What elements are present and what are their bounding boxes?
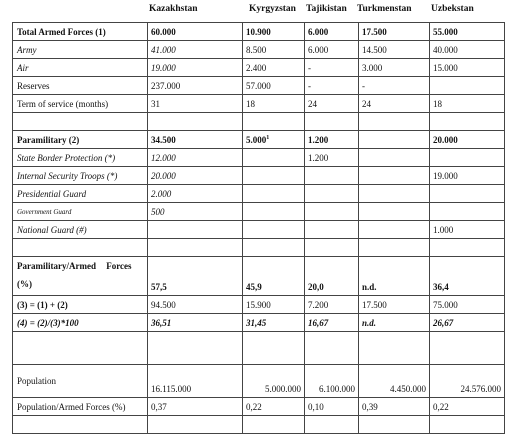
cell-value: 5.000 bbox=[246, 134, 267, 145]
table-cell bbox=[148, 59, 243, 77]
cell-value: 12.000 bbox=[151, 152, 176, 163]
table-cell bbox=[243, 167, 305, 185]
cell-value: 60.000 bbox=[151, 26, 176, 37]
table-cell bbox=[148, 221, 243, 239]
table-cell bbox=[243, 203, 305, 221]
table-cell bbox=[359, 221, 430, 239]
row-label bbox=[13, 314, 148, 332]
cell-value: 31,45 bbox=[246, 317, 267, 328]
table-cell bbox=[148, 77, 243, 95]
cell-value: 0,37 bbox=[151, 401, 167, 412]
table-cell bbox=[430, 314, 505, 332]
table-cell bbox=[359, 203, 430, 221]
cell-value: - bbox=[308, 62, 311, 73]
cell-value: 1.000 bbox=[433, 224, 454, 235]
table-cell bbox=[359, 95, 430, 113]
cell-value: - bbox=[362, 80, 365, 91]
table-cell bbox=[243, 365, 305, 398]
table-cell bbox=[148, 398, 243, 416]
cell-value: 0,22 bbox=[433, 401, 449, 412]
cell-value: 20.000 bbox=[151, 170, 176, 181]
table-cell bbox=[359, 332, 430, 365]
table-cell bbox=[359, 167, 430, 185]
table-row bbox=[13, 332, 505, 365]
row-label bbox=[13, 95, 148, 113]
cell-value: 36,4 bbox=[433, 282, 449, 292]
table-cell bbox=[243, 41, 305, 59]
row-label bbox=[13, 185, 148, 203]
cell-value: 41.000 bbox=[151, 44, 176, 55]
table-cell bbox=[430, 203, 505, 221]
table-cell bbox=[243, 131, 305, 149]
table-cell bbox=[305, 365, 359, 398]
row-label bbox=[13, 365, 148, 398]
table-cell bbox=[359, 416, 430, 434]
cell-value: 1.200 bbox=[308, 134, 329, 145]
table-cell bbox=[430, 185, 505, 203]
table-row bbox=[13, 314, 505, 332]
table-cell bbox=[305, 113, 359, 131]
table-cell bbox=[148, 41, 243, 59]
table-cell bbox=[305, 41, 359, 59]
table-cell bbox=[148, 314, 243, 332]
table-cell bbox=[430, 167, 505, 185]
table-cell bbox=[243, 257, 305, 296]
table-row bbox=[13, 95, 505, 113]
row-label-text: Air bbox=[17, 62, 29, 73]
footnote-marker: 1 bbox=[266, 134, 270, 141]
table-cell bbox=[243, 398, 305, 416]
header-kyrgyzstan: Kyrgyzstan bbox=[249, 4, 296, 14]
table-cell bbox=[243, 185, 305, 203]
cell-value: 14.500 bbox=[362, 44, 387, 55]
cell-value: 5.000.000 bbox=[265, 384, 301, 394]
table-cell bbox=[148, 185, 243, 203]
table-cell bbox=[243, 296, 305, 314]
table-cell bbox=[430, 332, 505, 365]
row-label bbox=[13, 239, 148, 257]
table-cell bbox=[359, 314, 430, 332]
row-label-text: Total Armed Forces (1) bbox=[17, 26, 106, 37]
table-cell bbox=[305, 314, 359, 332]
cell-value: 8.500 bbox=[246, 44, 267, 55]
cell-value: n.d. bbox=[362, 317, 377, 328]
table-cell bbox=[243, 221, 305, 239]
row-label bbox=[13, 131, 148, 149]
row-label bbox=[13, 203, 148, 221]
row-label-text: Reserves bbox=[17, 80, 50, 91]
table-row bbox=[13, 41, 505, 59]
row-label-text: (4) = (2)/(3)*100 bbox=[17, 317, 79, 328]
table-row bbox=[13, 398, 505, 416]
cell-value: 19.000 bbox=[433, 170, 458, 181]
table-cell bbox=[359, 185, 430, 203]
table-row bbox=[13, 185, 505, 203]
cell-value: 24.576.000 bbox=[460, 384, 501, 394]
cell-value: 17.500 bbox=[362, 299, 387, 310]
table-cell bbox=[430, 131, 505, 149]
cell-value: 4.450.000 bbox=[390, 384, 426, 394]
table-cell bbox=[430, 239, 505, 257]
table-cell bbox=[430, 416, 505, 434]
row-label bbox=[13, 77, 148, 95]
row-label-text: Presidential Guard bbox=[17, 188, 87, 199]
cell-value: 57.000 bbox=[246, 80, 271, 91]
table-cell bbox=[430, 398, 505, 416]
row-label bbox=[13, 296, 148, 314]
table-cell bbox=[243, 59, 305, 77]
table-row bbox=[13, 23, 505, 41]
table-cell bbox=[148, 23, 243, 41]
table-row bbox=[13, 239, 505, 257]
cell-value: 2.000 bbox=[151, 188, 172, 199]
table-cell bbox=[148, 332, 243, 365]
header-kazakhstan: Kazakhstan bbox=[149, 4, 198, 14]
header-turkmenstan: Turkmenstan bbox=[357, 4, 412, 14]
row-label bbox=[13, 149, 148, 167]
cell-value: 16,67 bbox=[308, 317, 329, 328]
table-cell bbox=[148, 95, 243, 113]
table-cell bbox=[148, 416, 243, 434]
header-uzbekstan: Uzbekstan bbox=[431, 4, 474, 14]
table-cell bbox=[148, 365, 243, 398]
table-cell bbox=[305, 149, 359, 167]
cell-value: 2.400 bbox=[246, 62, 267, 73]
table-cell bbox=[359, 239, 430, 257]
cell-value: 6.100.000 bbox=[319, 384, 355, 394]
row-label bbox=[13, 332, 148, 365]
table-cell bbox=[430, 149, 505, 167]
cell-value: 20,0 bbox=[308, 282, 324, 292]
cell-value: 34.500 bbox=[151, 134, 176, 145]
table-cell bbox=[359, 23, 430, 41]
table-cell bbox=[359, 257, 430, 296]
table-cell bbox=[430, 77, 505, 95]
cell-value: 24 bbox=[362, 98, 371, 109]
table-row bbox=[13, 257, 505, 296]
table-cell bbox=[430, 23, 505, 41]
table-row bbox=[13, 149, 505, 167]
row-label bbox=[13, 221, 148, 239]
cell-value: 94.500 bbox=[151, 299, 176, 310]
table-row bbox=[13, 203, 505, 221]
table-cell bbox=[359, 398, 430, 416]
table-cell bbox=[305, 23, 359, 41]
cell-value: 57,5 bbox=[151, 282, 167, 292]
table-cell bbox=[243, 239, 305, 257]
table-cell bbox=[148, 149, 243, 167]
table-cell bbox=[243, 95, 305, 113]
row-label-text: Army bbox=[17, 44, 37, 55]
row-label bbox=[13, 113, 148, 131]
cell-value: 36,51 bbox=[151, 317, 172, 328]
cell-value: 6.000 bbox=[308, 26, 329, 37]
row-label-line: Paramilitary/Armed Forces bbox=[17, 261, 132, 271]
table-cell bbox=[305, 167, 359, 185]
table-row bbox=[13, 416, 505, 434]
cell-value: 20.000 bbox=[433, 134, 458, 145]
row-label-text: Term of service (months) bbox=[17, 98, 109, 109]
table-cell bbox=[148, 131, 243, 149]
table-cell bbox=[430, 365, 505, 398]
row-label-text: State Border Protection (*) bbox=[17, 152, 116, 163]
row-label bbox=[13, 59, 148, 77]
row-label-text: Internal Security Troops (*) bbox=[17, 170, 118, 181]
armed-forces-table bbox=[12, 22, 505, 434]
table-cell bbox=[243, 77, 305, 95]
table-cell bbox=[148, 167, 243, 185]
table-cell bbox=[305, 131, 359, 149]
cell-value: 0,10 bbox=[308, 401, 324, 412]
table-row bbox=[13, 113, 505, 131]
row-label-text: National Guard (#) bbox=[17, 224, 87, 235]
row-label bbox=[13, 167, 148, 185]
cell-value: 0,22 bbox=[246, 401, 262, 412]
cell-value: 10.900 bbox=[246, 26, 271, 37]
table-row bbox=[13, 59, 505, 77]
row-label bbox=[13, 416, 148, 434]
table-row bbox=[13, 296, 505, 314]
cell-value: 45,9 bbox=[246, 282, 262, 292]
table-cell bbox=[359, 365, 430, 398]
row-label bbox=[13, 398, 148, 416]
cell-value: 15.900 bbox=[246, 299, 271, 310]
cell-value: 16.115.000 bbox=[151, 384, 192, 394]
table-cell bbox=[243, 113, 305, 131]
table-cell bbox=[359, 41, 430, 59]
table-cell bbox=[305, 203, 359, 221]
row-label bbox=[13, 23, 148, 41]
cell-value: 26,67 bbox=[433, 317, 454, 328]
table-cell bbox=[305, 332, 359, 365]
table-cell bbox=[305, 59, 359, 77]
table-cell bbox=[430, 257, 505, 296]
cell-value: 55.000 bbox=[433, 26, 458, 37]
row-label-text: Population bbox=[17, 376, 57, 386]
cell-value: 24 bbox=[308, 98, 317, 109]
table-row bbox=[13, 131, 505, 149]
cell-value: 7.200 bbox=[308, 299, 329, 310]
table-cell bbox=[305, 296, 359, 314]
cell-value: 75.000 bbox=[433, 299, 458, 310]
table-row bbox=[13, 77, 505, 95]
cell-value: 15.000 bbox=[433, 62, 458, 73]
table-cell bbox=[305, 221, 359, 239]
table-cell bbox=[243, 416, 305, 434]
table-cell bbox=[305, 185, 359, 203]
table-body bbox=[13, 23, 505, 434]
table-cell bbox=[430, 221, 505, 239]
table-cell bbox=[430, 95, 505, 113]
table-row bbox=[13, 167, 505, 185]
cell-value: 6.000 bbox=[308, 44, 329, 55]
table-cell bbox=[243, 23, 305, 41]
table-cell bbox=[148, 296, 243, 314]
table-cell bbox=[430, 113, 505, 131]
cell-value: - bbox=[308, 80, 311, 91]
row-label-text: Government Guard bbox=[17, 208, 72, 216]
table-cell bbox=[148, 239, 243, 257]
table-cell bbox=[359, 59, 430, 77]
table-cell bbox=[148, 113, 243, 131]
table-cell bbox=[359, 131, 430, 149]
table-cell bbox=[243, 149, 305, 167]
table-cell bbox=[305, 77, 359, 95]
cell-value: 0,39 bbox=[362, 401, 378, 412]
cell-value: 40.000 bbox=[433, 44, 458, 55]
cell-value: 237.000 bbox=[151, 80, 181, 91]
table-cell bbox=[148, 257, 243, 296]
row-label bbox=[13, 257, 148, 296]
table-cell bbox=[243, 314, 305, 332]
table-cell bbox=[305, 416, 359, 434]
table-cell bbox=[430, 41, 505, 59]
cell-value: 18 bbox=[246, 98, 255, 109]
cell-value: 19.000 bbox=[151, 62, 176, 73]
table-row bbox=[13, 365, 505, 398]
table-cell bbox=[359, 77, 430, 95]
table-cell bbox=[359, 296, 430, 314]
table-cell bbox=[359, 113, 430, 131]
cell-value: 3.000 bbox=[362, 62, 383, 73]
cell-value: 17.500 bbox=[362, 26, 387, 37]
cell-value: 31 bbox=[151, 98, 160, 109]
row-label bbox=[13, 41, 148, 59]
cell-value: 500 bbox=[151, 206, 165, 217]
table-row bbox=[13, 221, 505, 239]
table-cell bbox=[305, 95, 359, 113]
row-label-text: (3) = (1) + (2) bbox=[17, 299, 68, 310]
header-tajikistan: Tajikistan bbox=[306, 4, 347, 14]
row-label-line: (%) bbox=[17, 279, 32, 289]
cell-value: 18 bbox=[433, 98, 442, 109]
cell-value: 1.200 bbox=[308, 152, 329, 163]
table-cell bbox=[305, 257, 359, 296]
table-cell bbox=[359, 149, 430, 167]
cell-value: n.d. bbox=[362, 282, 377, 292]
table-cell bbox=[148, 203, 243, 221]
table-cell bbox=[305, 239, 359, 257]
table-cell bbox=[430, 59, 505, 77]
table-cell bbox=[430, 296, 505, 314]
table-cell bbox=[305, 398, 359, 416]
table-cell bbox=[243, 332, 305, 365]
row-label-text: Population/Armed Forces (%) bbox=[17, 401, 126, 412]
row-label-text: Paramilitary (2) bbox=[17, 134, 80, 145]
